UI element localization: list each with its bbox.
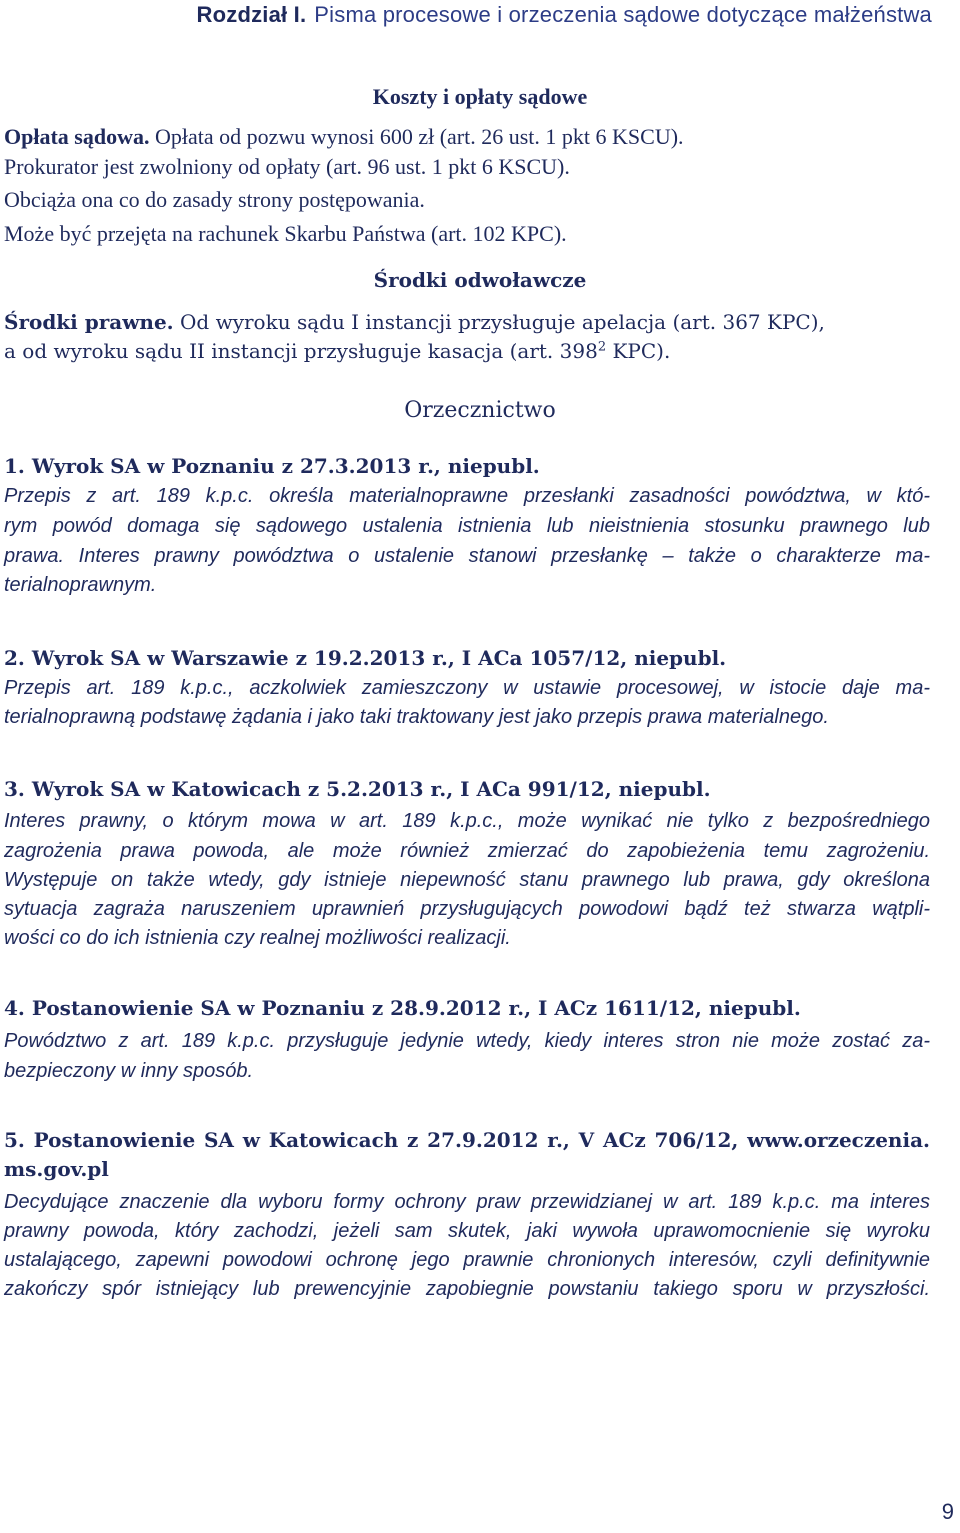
case-2-line-2: terialnoprawną podstawę żądania i jako taki traktowany jest jako przepis prawa materialnego. xyxy=(4,706,829,728)
case-1-line-4: terialnoprawnym. xyxy=(4,574,157,596)
case-1-line-2: rym powód domaga się sądowego ustalenia istnienia lub nieistnienia stosunku prawnego lub xyxy=(4,515,930,537)
case-2-line-1: Przepis art. 189 k.p.c., aczkolwiek zamieszczony w ustawie procesowej, w istocie daje ma- xyxy=(4,677,930,699)
section-heading-costs: Koszty i opłaty sądowe xyxy=(372,84,588,109)
costs-line-2: Prokurator jest zwolniony od opłaty (art. 96 ust. 1 pkt 6 KSCU). xyxy=(4,154,570,179)
costs-line-4: Może być przejęta na rachunek Skarbu Państwa (art. 102 KPC). xyxy=(4,221,567,246)
costs-lead: Opłata sądowa. xyxy=(4,124,150,149)
case-1-line-3: prawa. Interes prawny powództwa o ustalenie stanowi przesłankę – także o charakterze ma- xyxy=(4,545,930,567)
appeals-line-2-text: a od wyroku sądu II instancji przysługuje kasacja (art. 398 xyxy=(4,339,598,363)
section-heading-appeals: Środki odwoławcze xyxy=(373,268,587,292)
chapter-title: Pisma procesowe i orzeczenia sądowe dotyczące małżeństwa xyxy=(314,2,932,27)
case-title-4: 4. Postanowienie SA w Poznaniu z 28.9.2012 r., I ACz 1611/12, niepubl. xyxy=(4,996,801,1020)
section-heading-case-law: Orzecznictwo xyxy=(404,398,556,423)
case-title-1: 1. Wyrok SA w Poznaniu z 27.3.2013 r., niepubl. xyxy=(4,454,540,478)
appeals-lead: Środki prawne. xyxy=(4,310,174,334)
case-5-line-3: ustalającego, zapewni powodowi ochronę jego prawnie chronionych interesów, czyli definitywnie xyxy=(4,1249,930,1271)
running-header xyxy=(0,2,932,28)
case-3-line-1: Interes prawny, o którym mowa w art. 189 k.p.c., może wynikać nie tylko z bezpośredniego xyxy=(4,810,930,832)
appeals-line-2 xyxy=(4,339,670,363)
appeals-line-2-end: KPC). xyxy=(606,339,671,363)
case-title-2: 2. Wyrok SA w Warszawie z 19.2.2013 r., I ACa 1057/12, niepubl. xyxy=(4,646,727,670)
case-3-line-4: sytuacja zagraża naruszeniem uprawnień przysługujących powodowi bądź też stwarza wątpli- xyxy=(4,898,930,920)
case-3-line-2: zagrożenia prawa powoda, ale może również zmierzać do zapobieżenia temu zagrożeniu. xyxy=(4,840,930,862)
page-number: 9 xyxy=(941,1499,954,1524)
case-title-5: 5. Postanowienie SA w Katowicach z 27.9.2012 r., V ACz 706/12, www.orzeczenia. xyxy=(4,1128,930,1152)
costs-line-1 xyxy=(4,124,684,150)
case-5-line-2: prawny powoda, który zachodzi, jeżeli sam skutek, jaki wywoła uprawomocnienie się wyroku xyxy=(4,1220,930,1242)
case-title-5-cont: ms.gov.pl xyxy=(4,1157,109,1181)
case-1-line-1: Przepis z art. 189 k.p.c. określa materialnoprawne przesłanki zasadności powództwa, w któ- xyxy=(4,485,930,507)
appeals-line-1-text: Od wyroku sądu I instancji przysługuje apelacja (art. 367 KPC), xyxy=(173,310,825,334)
case-5-line-1: Decydujące znaczenie dla wyboru formy ochrony praw przewidzianej w art. 189 k.p.c. ma interes xyxy=(4,1191,930,1213)
costs-line-1-text: Opłata od pozwu wynosi 600 zł (art. 26 ust. 1 pkt 6 KSCU). xyxy=(149,124,684,149)
appeals-line-1 xyxy=(4,310,825,334)
article-superscript: 2 xyxy=(597,339,607,355)
case-title-3: 3. Wyrok SA w Katowicach z 5.2.2013 r., I ACa 991/12, niepubl. xyxy=(4,777,711,801)
chapter-label: Rozdział I. xyxy=(196,2,307,27)
case-4-line-1: Powództwo z art. 189 k.p.c. przysługuje jedynie wtedy, kiedy interes stron nie może zostać za- xyxy=(4,1030,930,1052)
case-3-line-5: wości co do ich istnienia czy realnej możliwości realizacji. xyxy=(4,927,511,949)
case-5-line-4: zakończy spór istniejący lub prewencyjnie zapobiegnie powstaniu takiego sporu w przyszłości. xyxy=(4,1278,930,1300)
case-3-line-3: Występuje on także wtedy, gdy istnieje niepewność stanu prawnego lub prawa, gdy określona xyxy=(4,869,930,891)
case-4-line-2: bezpieczony w inny sposób. xyxy=(4,1060,254,1082)
costs-line-3: Obciąża ona co do zasady strony postępowania. xyxy=(4,187,425,212)
